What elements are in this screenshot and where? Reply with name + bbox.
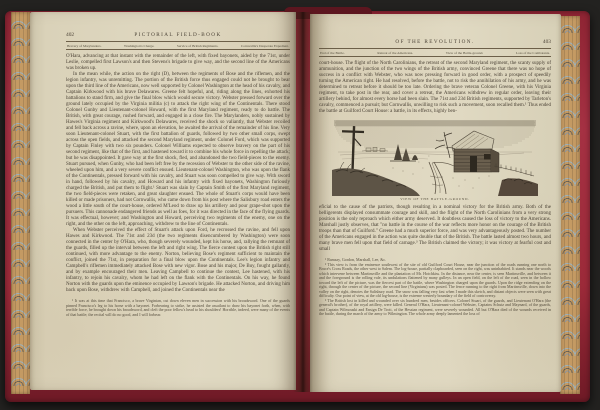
engraving-road xyxy=(429,162,454,194)
running-head: View of the Battle-ground. xyxy=(445,50,484,55)
running-head: End of the Battle. xyxy=(320,50,345,55)
body-paragraph: eficial to the cause of the patriots, though resulting in a nominal victory for the British army. Both of the belligerents displayed consummate courage and skill, and the flight of the North Carolinians from a very strong position is the only reproach which either army deserved. It doubtless caused the loss of victory to the Americans. Marshall justly observes, that "no battle in the course of the war reflects more honor on the courage of the British troops than that of Guilford." Greene had a much superior force, and was very advantageously posted. The number of the Americans engaged in the action was quite double that of the British. The battle lasted almost two hours, and many brave men fell upon that field of carnage.³ The British claimed the victory; it was victory at fearful cost and small xyxy=(319,205,551,252)
footnote: ¹ Ramsay, Gordon, Marshall, Lee, &c. xyxy=(325,257,387,262)
body-paragraph: court-house. The flight of the North Carolinians, the retreat of the second Maryland regiment, the scanty supply of ammunition, and the junction of the two wings of the British army, convinced Greene that there was no hope of success in a conflict with Webster, who was now pressing forward in good order, with a prospect of speedily turning the American right. He had resolved, before the battle, not to risk the annihilation of his army, and he was determined to retreat before it should be too late. Ordering the brave veteran Colonel Greene, with his Virginia regiment, to take post in the rear, and cover a retreat, the Americans withdrew in regular order, leaving their artillery behind, for almost every horse had been slain. The 71st and 23d British regiments, supported by Tarleton's cavalry, commenced a pursuit; but Cornwallis, unwilling to risk such a movement, soon recalled them.¹ Thus ended the battle at Guilford Court House: a battle, in its effects, highly ben- xyxy=(319,61,551,114)
right-page-content xyxy=(310,14,561,392)
left-running-heads xyxy=(66,41,290,50)
right-page-body xyxy=(319,61,551,115)
engraving-center-trees xyxy=(390,144,418,161)
running-head: Washington's Charge. xyxy=(124,43,155,48)
right-running-heads xyxy=(319,48,551,57)
left-page xyxy=(30,12,296,390)
left-page-footnotes xyxy=(66,299,290,317)
body-paragraph: O'Hara, advancing at that instant with the remainder of the left, with fixed bayonets, aided by the 71st, under Leslie, compelled first Lawson's and then Stevens's brigade to give way, and the second line of the Americans was broken up. xyxy=(66,54,290,71)
right-page-title: OF THE REVOLUTION. xyxy=(395,39,475,45)
footnote: ¹ It was at this time that Francisco, a brave Virginian, cut down eleven men in succession with his broadsword. One of the guards pinned Francisco's leg to his horse with a bayonet. Forbearing to strike, he assisted the assailant to draw his bayonet forth, when, with terrible force, he brought down his broadsword, and cleft the poor fellow's head to his shoulders! Horrible, indeed, were many of the events of that battle; the recital will do no good, and I will forbear. xyxy=(66,298,290,317)
battle-ground-engraving xyxy=(332,118,538,201)
running-head: Service of British Regiments. xyxy=(176,43,219,48)
marbled-fore-edge-right xyxy=(560,16,580,394)
engraving-sky xyxy=(334,120,536,147)
body-paragraph: When Webster perceived the effect of Stuart's attack upon Ford, he recrossed the ravine, and fell upon Hawes and Kirkwood. The 71st and 23d (the two regiments disencumbered by Washington) were soon connected in the center by O'Hara, who, though severely wounded, kept his horse, and, rallying the remnant of the guards, filled up the interval between the left and right wing. The fierce contest upon the British right still continued, with more advantage to the enemy. Norton, believing Bose's regiment sufficient to maintain the conflict, joined the 71st, in preparation for a final blow upon the Continentals. Lee's legion infantry and Campbell's riflemen immediately attacked Bose with new vigor. Bose and his major, De Buy, fought gallantly, and by example encouraged their men. Leaving Campbell to continue the contest, Lee hastened, with his infantry, to rejoin his cavalry, whom he had left on the flank with the Continentals. On his way, he found Norton with the guards upon the eminence occupied by Lawson's brigade. He attacked Norton, and driving him back upon Bose, withdrew with Campbell, and joined the Continentals near the xyxy=(66,228,290,293)
footnote: ³ The British lost in killed and wounded over six hundred men, besides officers. Colonel Stuart, of the guards, and Lieutenant O'Hara (the general's brother), of the royal artillery, were killed. General O'Hara, Lieutenant-colonel Webster, Captains Schutz and Maynard, of the guards, and Captain Wilmouski and Ensign De Trott, of the Hessian regiment, were severely wounded. All but O'Hara died of the wounds received in the battle, during the march of the army to Wilmington. The whole army deeply lamented the loss of xyxy=(319,297,551,317)
left-page-number: 402 xyxy=(66,32,75,38)
left-page-body xyxy=(66,54,290,294)
engraving-caption: VIEW OF THE BATTLE-GROUND. xyxy=(400,197,470,201)
right-page xyxy=(310,14,561,392)
left-page-title: PICTORIAL FIELD-BOOK xyxy=(134,32,222,38)
running-head: Bravery of Marylanders. xyxy=(67,43,102,48)
engraving-scene xyxy=(332,118,538,196)
right-page-number: 403 xyxy=(542,39,551,45)
engraving-fence-salisbury-road xyxy=(494,164,534,177)
running-head: Cornwallis's Desperate Expedient. xyxy=(240,43,289,48)
running-head: Retreat of the Americans. xyxy=(377,50,414,55)
left-page-header xyxy=(66,32,290,38)
right-page-footnotes xyxy=(319,258,551,317)
engraving-distant-village xyxy=(338,147,532,159)
running-head: Loss of the Combatants. xyxy=(515,50,550,55)
right-page-header xyxy=(319,39,551,45)
left-page-content xyxy=(30,12,296,390)
marbled-fore-edge-left xyxy=(11,12,30,394)
body-paragraph: In the mean while, the action on the right (D), between the regiments of Bose and the riflemen, and the legion infantry, was unremitting. The portion of the British force thus engaged could not be brought to bear upon the third line of the Americans, now well supported by Colonel Washington at the head of his cavalry, and Captain Kirkwood with his brave Delawares. Greene felt hopeful, and, riding along the lines, exhorted his battalions to stand firm, and give the final blow which would secure victory. Webster pressed forward over the ground lately occupied by the Virginia militia (c) to attack the right wing of the Continentals. There stood Colonel Gunby and Lieutenant-colonel Howard, with the first Maryland regiment, ready to do battle. The British, with great courage, rushed forward, and engaged in a close fire. The Marylanders, nobly sustained by Hawes's Virginia regiment and Kirkwood's Delawares, received the shock so valiantly, that Webster recoiled and fell back across a ravine, where, upon an elevation, he awaited the arrival of the remainder of his line. Very soon Lieutenant-colonel Stuart, with the first battalion of guards, followed by two other small corps, swept across the open fields, and attacked the second Maryland regiment, under Colonel Ford, which was supported by Captain Finley with two six pounders. Colonel Williams expected to observe bravery on the part of his second regiment, like that of the first, and hastened toward it to combine his whole force in repelling the attack; but he was disappointed. It gave way at the first shock, fled, and abandoned the two field-pieces to the enemy. Stuart pursued, when Gunby, who had been left free by the recession of Webster to the other side of the ravine, wheeled upon him, and a very severe conflict ensued. Lieutenant-colonel Washington, who was upon the flank of the Continentals, pressed forward with his cavalry, and Stuart was soon compelled to give way. With sword in hand, followed by his cavalry, and Howard and his infantry with fixed bayonets, Washington furiously charged the British, and put them to flight.¹ Stuart was slain by Captain Smith of the first Maryland regiment, the two field-pieces were retaken, and great slaughter ensued. The whole of Stuart's corps would have been killed or made prisoners, had not Cornwallis, who came down from his post where the Salisbury road enters the wood a little south of the court-house, ordered M'Leod to draw up his artillery and pour grape-shot upon the pursuers. This cannonade endangered friends as well as foes, for it was directed in the face of the flying guards. It was effectual, however; and Washington and Howard, perceiving two regiments of the enemy, one on the right, and the other on the left, approaching, withdrew to the line of Continentals. xyxy=(66,72,290,227)
footnote: ² This view is from the eminence southwest of the site of old Guilford Court House, near the junction of the roads running one north to Bruce's Cross Roads, the other west to Salem. The log-house, partially clapboarded, seen on the right, was uninhabited. It stands near the woods which intervene between Martinsville and the plantation of Mr. Hotchkiss. In the distance, near the center, is seen Martinsville, and between it and the foreground is the rolling vale, its undulations flattened by many gulleys. In an open field, on the left of the road, seen in the hollow toward the left of the picture, was the fiercest part of the battle, where Washington charged upon the guards. Upon the ridge extending on the right, through the center of the picture, the second line (Virginians) was posted. The fence running to the right from Martinsville, down into the valley on the right, denotes the Salisbury road. The snow was falling very fast when I made this sketch, and distant objects were seen with great difficulty. Our point of view, at the old log-house, is the extreme westerly boundary of the field of controversy. xyxy=(319,261,551,299)
right-page-body-after xyxy=(319,205,551,253)
